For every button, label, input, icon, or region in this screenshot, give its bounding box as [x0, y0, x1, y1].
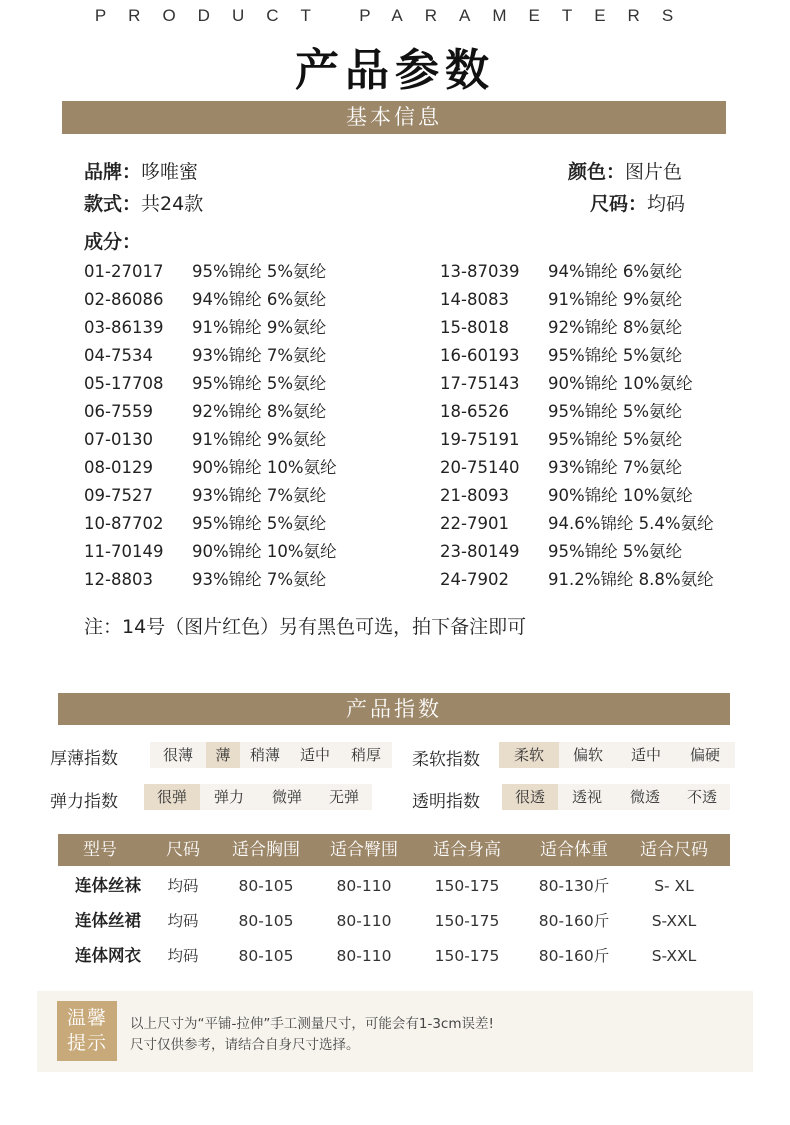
table-header-cell: 适合胸围 [232, 840, 300, 860]
item-code: 17-75143 [440, 374, 520, 393]
softness-option-selected: 柔软 [499, 742, 559, 768]
table-header-cell: 尺码 [166, 840, 200, 860]
item-ratio: 93%锦纶 7%氨纶 [192, 570, 327, 589]
transparency-option: 不透 [686, 788, 717, 806]
page-title: 产品参数 [295, 45, 495, 96]
item-ratio: 95%锦纶 5%氨纶 [192, 374, 327, 393]
english-title: PRODUCT PARAMETERS [94, 6, 696, 25]
transparency-option-selected: 很透 [502, 784, 558, 810]
thickness-option: 稍薄 [249, 746, 280, 764]
style-label: 款式： [84, 193, 142, 215]
table-row [58, 869, 730, 903]
list-item [84, 510, 337, 538]
item-code: 24-7902 [440, 570, 509, 589]
table-header-cell: 适合体重 [540, 840, 608, 860]
table-cell: 均码 [167, 877, 199, 895]
table-row [58, 939, 730, 973]
softness-option: 偏软 [572, 746, 603, 764]
item-ratio: 94%锦纶 6%氨纶 [548, 262, 683, 281]
item-ratio: 92%锦纶 8%氨纶 [192, 402, 327, 421]
table-cell: 150-175 [434, 877, 500, 895]
table-cell: 均码 [167, 912, 199, 930]
item-ratio: 95%锦纶 5%氨纶 [548, 346, 683, 365]
item-code: 02-86086 [84, 290, 164, 309]
table-header-cell: 型号 [83, 840, 117, 860]
transparency-option: 透视 [571, 788, 602, 806]
item-ratio: 95%锦纶 5%氨纶 [548, 402, 683, 421]
item-ratio: 90%锦纶 10%氨纶 [548, 374, 693, 393]
item-code: 20-75140 [440, 458, 520, 477]
item-ratio: 95%锦纶 5%氨纶 [192, 514, 327, 533]
list-item [440, 342, 714, 370]
elasticity-option: 无弹 [328, 788, 359, 806]
item-code: 16-60193 [440, 346, 520, 365]
table-cell: 80-105 [238, 947, 294, 965]
item-ratio: 91%锦纶 9%氨纶 [548, 290, 683, 309]
list-item [84, 566, 337, 594]
list-item [440, 398, 714, 426]
item-code: 01-27017 [84, 262, 164, 281]
softness-index-scale [499, 742, 735, 768]
item-code: 22-7901 [440, 514, 509, 533]
item-ratio: 91%锦纶 9%氨纶 [192, 318, 327, 337]
reminder-text-line: 以上尺寸为“平铺-拉伸”手工测量尺寸，可能会有1-3cm误差! [130, 1016, 494, 1032]
thickness-index-label: 厚薄指数 [50, 749, 118, 769]
color-value: 图片色 [625, 161, 683, 183]
list-item [440, 510, 714, 538]
item-code: 05-17708 [84, 374, 164, 393]
elasticity-option: 微弹 [271, 788, 302, 806]
list-item [84, 538, 337, 566]
item-ratio: 90%锦纶 10%氨纶 [192, 458, 337, 477]
thickness-option: 稍厚 [350, 746, 381, 764]
table-cell: 80-130斤 [538, 877, 610, 895]
item-code: 12-8803 [84, 570, 153, 589]
item-ratio: 93%锦纶 7%氨纶 [548, 458, 683, 477]
size-label: 尺码： [590, 193, 648, 215]
color-label: 颜色： [568, 161, 626, 183]
item-ratio: 94%锦纶 6%氨纶 [192, 290, 327, 309]
item-code: 15-8018 [440, 318, 509, 337]
list-item [440, 482, 714, 510]
list-item [440, 566, 714, 594]
item-ratio: 90%锦纶 10%氨纶 [548, 486, 693, 505]
item-code: 11-70149 [84, 542, 164, 561]
elasticity-option: 弹力 [213, 788, 244, 806]
table-row [58, 904, 730, 938]
thickness-index-scale [150, 742, 392, 768]
table-cell: 80-105 [238, 912, 294, 930]
table-cell: 150-175 [434, 912, 500, 930]
composition-list-left [84, 258, 337, 594]
list-item [440, 286, 714, 314]
table-cell: 80-105 [238, 877, 294, 895]
list-item [84, 370, 337, 398]
table-cell: 80-110 [336, 947, 392, 965]
item-code: 07-0130 [84, 430, 153, 449]
list-item [440, 258, 714, 286]
table-cell: 80-160斤 [538, 947, 610, 965]
badge-line: 温馨 [66, 1007, 107, 1029]
badge-line: 提示 [66, 1032, 107, 1054]
table-cell: 均码 [167, 947, 199, 965]
item-code: 14-8083 [440, 290, 509, 309]
reminder-box [37, 991, 753, 1072]
item-code: 23-80149 [440, 542, 520, 561]
softness-option: 适中 [630, 746, 661, 764]
table-header-cell: 适合臀围 [330, 840, 398, 860]
thickness-option: 很薄 [162, 746, 193, 764]
size-value: 均码 [647, 193, 686, 215]
item-ratio: 95%锦纶 5%氨纶 [192, 262, 327, 281]
elasticity-option-selected: 很弹 [144, 784, 200, 810]
reminder-badge [57, 1001, 117, 1061]
list-item [84, 314, 337, 342]
list-item [84, 342, 337, 370]
size-info [590, 189, 685, 216]
list-item [440, 370, 714, 398]
item-ratio: 91%锦纶 9%氨纶 [192, 430, 327, 449]
transparency-index-scale [502, 784, 730, 810]
item-code: 04-7534 [84, 346, 153, 365]
item-ratio: 91.2%锦纶 8.8%氨纶 [548, 570, 714, 589]
item-code: 03-86139 [84, 318, 164, 337]
brand-label: 品牌： [84, 161, 142, 183]
item-code: 13-87039 [440, 262, 520, 281]
item-code: 10-87702 [84, 514, 164, 533]
list-item [440, 314, 714, 342]
list-item [84, 426, 337, 454]
list-item [440, 426, 714, 454]
softness-index-label: 柔软指数 [412, 750, 480, 770]
table-cell: 150-175 [434, 947, 500, 965]
transparency-option: 微透 [629, 788, 660, 806]
softness-option: 偏硬 [689, 746, 720, 764]
table-cell: 80-160斤 [538, 912, 610, 930]
reminder-text-line: 尺寸仅供参考，请结合自身尺寸选择。 [130, 1037, 360, 1053]
composition-heading: 成分： [84, 231, 142, 253]
list-item [440, 454, 714, 482]
brand-value: 哆唯蜜 [141, 161, 199, 183]
product-index-section-bar: 产品指数 [58, 693, 730, 725]
table-header-cell: 适合尺码 [640, 840, 708, 860]
style-value: 共24款 [141, 193, 204, 215]
table-cell: S-XXL [651, 912, 697, 930]
item-ratio: 92%锦纶 8%氨纶 [548, 318, 683, 337]
elasticity-index-label: 弹力指数 [50, 792, 118, 812]
table-cell: S- XL [654, 877, 694, 895]
table-cell: S-XXL [651, 947, 697, 965]
item-ratio: 95%锦纶 5%氨纶 [548, 430, 683, 449]
brand-info [84, 157, 198, 184]
color-note: 注：14号（图片红色）另有黑色可选，拍下备注即可 [84, 616, 527, 638]
list-item [84, 454, 337, 482]
style-info [84, 189, 203, 216]
list-item [84, 286, 337, 314]
list-item [84, 258, 337, 286]
model-cell: 连体丝裙 [75, 911, 141, 930]
color-info [568, 157, 682, 184]
table-cell: 80-110 [336, 877, 392, 895]
item-code: 21-8093 [440, 486, 509, 505]
thickness-option-selected: 薄 [206, 742, 240, 768]
list-item [440, 538, 714, 566]
list-item [84, 482, 337, 510]
item-ratio: 93%锦纶 7%氨纶 [192, 346, 327, 365]
item-ratio: 95%锦纶 5%氨纶 [548, 542, 683, 561]
table-cell: 80-110 [336, 912, 392, 930]
item-code: 08-0129 [84, 458, 153, 477]
basic-info-section-bar: 基本信息 [62, 101, 726, 134]
thickness-option: 适中 [299, 746, 330, 764]
model-cell: 连体网衣 [75, 946, 141, 965]
item-code: 19-75191 [440, 430, 520, 449]
transparency-index-label: 透明指数 [412, 792, 480, 812]
item-code: 06-7559 [84, 402, 153, 421]
model-cell: 连体丝袜 [75, 876, 141, 895]
size-table-header [58, 834, 730, 866]
item-ratio: 93%锦纶 7%氨纶 [192, 486, 327, 505]
composition-list-right [440, 258, 714, 594]
item-code: 18-6526 [440, 402, 509, 421]
elasticity-index-scale [144, 784, 372, 810]
item-ratio: 94.6%锦纶 5.4%氨纶 [548, 514, 714, 533]
list-item [84, 398, 337, 426]
item-ratio: 90%锦纶 10%氨纶 [192, 542, 337, 561]
item-code: 09-7527 [84, 486, 153, 505]
table-header-cell: 适合身高 [433, 840, 501, 860]
